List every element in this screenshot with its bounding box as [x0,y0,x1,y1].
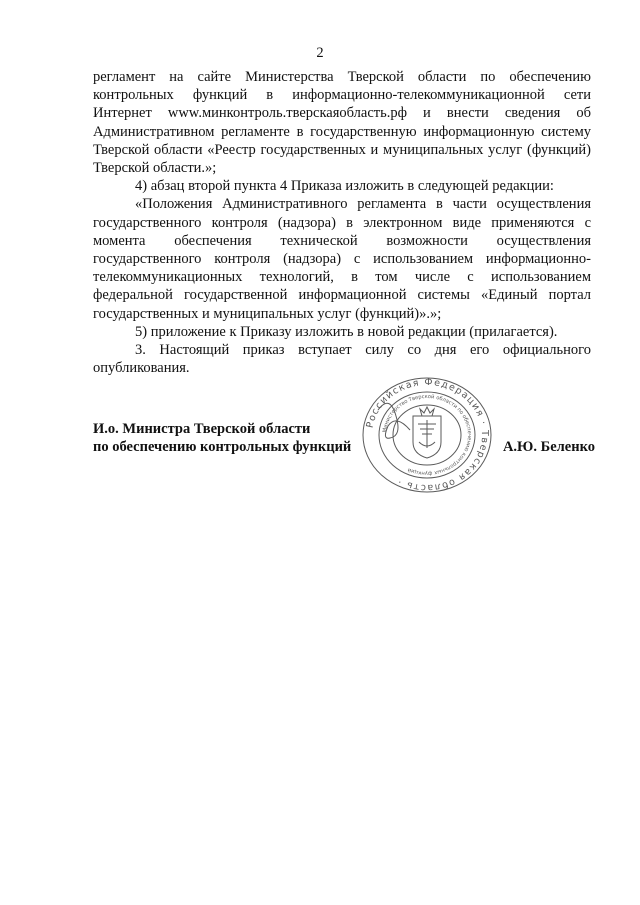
text-line: (функций) Тверской области.»; [93,141,592,177]
text-line: государственных и муниципальных услуг (функций)».»; [93,305,442,322]
seal-outer-text: Российская Федерация · Тверская область · [364,376,491,494]
text-line: федеральной государственной информационной системы «Единый портал [93,287,591,304]
page-number: 2 [316,45,324,61]
official-seal [360,376,494,494]
signatory-name: А.Ю. Беленко [502,439,595,455]
text-line: 5) приложение к Приказу изложить в новой редакции (прилагается). [135,323,558,340]
seal-inner-text: Министерство Тверской области по обеспечению контрольных функций [382,393,473,477]
signatory-title-line: по обеспечению контрольных функций [93,439,352,455]
paragraph-item-5 [93,323,591,341]
text-line: Интернет www.минконтроль.тверскаяобласть.рф и внести сведения об [93,105,591,122]
paragraph-item-4 [93,177,591,195]
text-line: опубликования. [93,360,190,377]
signatory-title [93,420,351,456]
text-line: 3. Настоящий приказ вступает силу со дня его официального [135,342,591,359]
text-line: государственного контроля (надзора) в электронном виде применяются с [93,214,591,231]
paragraph-quote [93,195,591,322]
paragraph-continuation [93,68,591,177]
signature-block [93,420,595,480]
text-line: регламент на сайте Министерства Тверской области по обеспечению [93,69,591,85]
text-line: телекоммуникационных технологий, в том числе с использованием [93,269,591,286]
text-line: «Положения Административного регламента в части осуществления [135,196,591,213]
body-text [93,68,591,377]
signatory-title-line: И.о. Министра Тверской области [93,421,311,437]
paragraph-point-3 [93,341,591,377]
text-line: момента обеспечения технической возможности осуществления [93,232,591,249]
text-line: Административном регламенте в государственную информационную [93,123,535,140]
text-line: систему Тверской области «Реестр государственных и муниципальных услуг [93,123,592,158]
text-line: государственного контроля (надзора) с использованием информационно- [93,251,591,268]
text-line: контрольных функций в информационно-телекоммуникационной сети [93,87,591,104]
text-line: 4) абзац второй пункта 4 Приказа изложить в следующей редакции: [135,178,554,195]
